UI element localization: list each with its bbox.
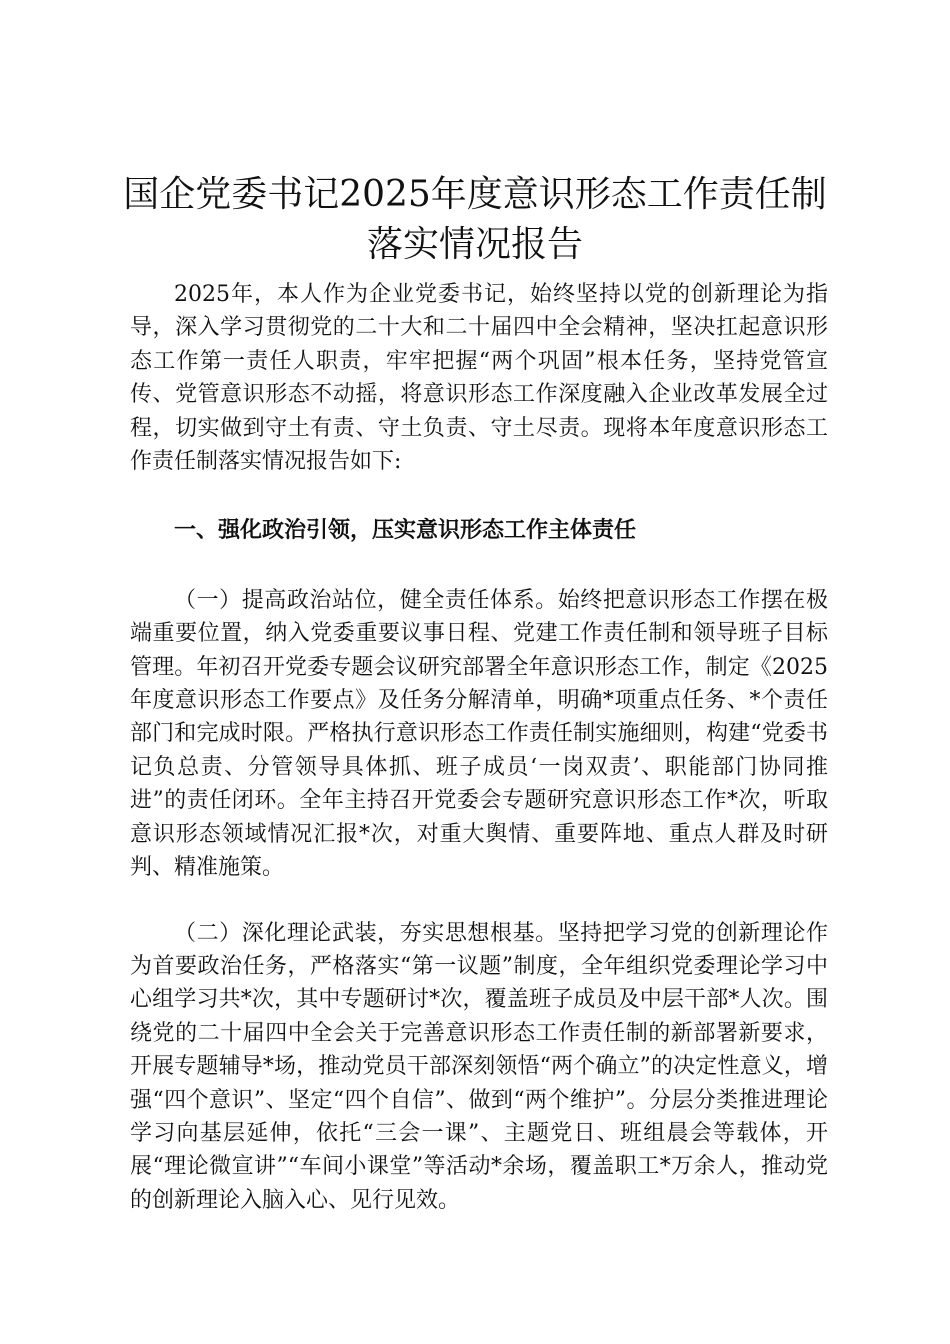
title-line-2: 落实情况报告 (366, 224, 583, 265)
document-title (100, 170, 850, 270)
section-1-paragraph-2: （二）深化理论武装，夯实思想根基。坚持把学习党的创新理论作为首要政治任务，严格落实“第一议题”制度，全年组织党委理论学习中心组学习共*次，其中专题研讨*次，覆盖班子成员及中层干部*人次。围绕党的二十届四中全会关于完善意识形态工作责任制的新部署新要求，开展专题辅导*场，推动党员干部深刻领悟“两个确立”的决定性意义，增强“四个意识”、坚定“四个自信”、做到“两个维护”。分层分类推进理论学习向基层延伸，依托“三会一课”、主题党日、班组晨会等载体，开展“理论微宣讲”“车间小课堂”等活动*余场，覆盖职工*万余人，推动党的创新理论入脑入心、见行见效。 (130, 920, 828, 1213)
section-heading-1: 一、强化政治引领，压实意识形态工作主体责任 (174, 518, 637, 544)
document-body (130, 278, 828, 1217)
title-line-1: 国企党委书记2025年度意识形态工作责任制 (123, 174, 827, 215)
section-1-paragraph-1: （一）提高政治站位，健全责任体系。始终把意识形态工作摆在极端重要位置，纳入党委重要议事日程、党建工作责任制和领导班子目标管理。年初召开党委专题会议研究部署全年意识形态工作，制定《2025年度意识形态工作要点》及任务分解清单，明确*项重点任务、*个责任部门和完成时限。严格执行意识形态工作责任制实施细则，构建“党委书记负总责、分管领导具体抓、班子成员‘一岗双责’、职能部门协同推进”的责任闭环。全年主持召开党委会专题研究意识形态工作*次，听取意识形态领域情况汇报*次，对重大舆情、重要阵地、重点人群及时研判、精准施策。 (130, 587, 828, 881)
intro-paragraph: 2025年，本人作为企业党委书记，始终坚持以党的创新理论为指导，深入学习贯彻党的二十大和二十届四中全会精神，坚决扛起意识形态工作第一责任人职责，牢牢把握“两个巩固”根本任务，坚持党管宣传、党管意识形态不动摇，将意识形态工作深度融入企业改革发展全过程，切实做到守土有责、守土负责、守土尽责。现将本年度意识形态工作责任制落实情况报告如下: (130, 282, 828, 475)
